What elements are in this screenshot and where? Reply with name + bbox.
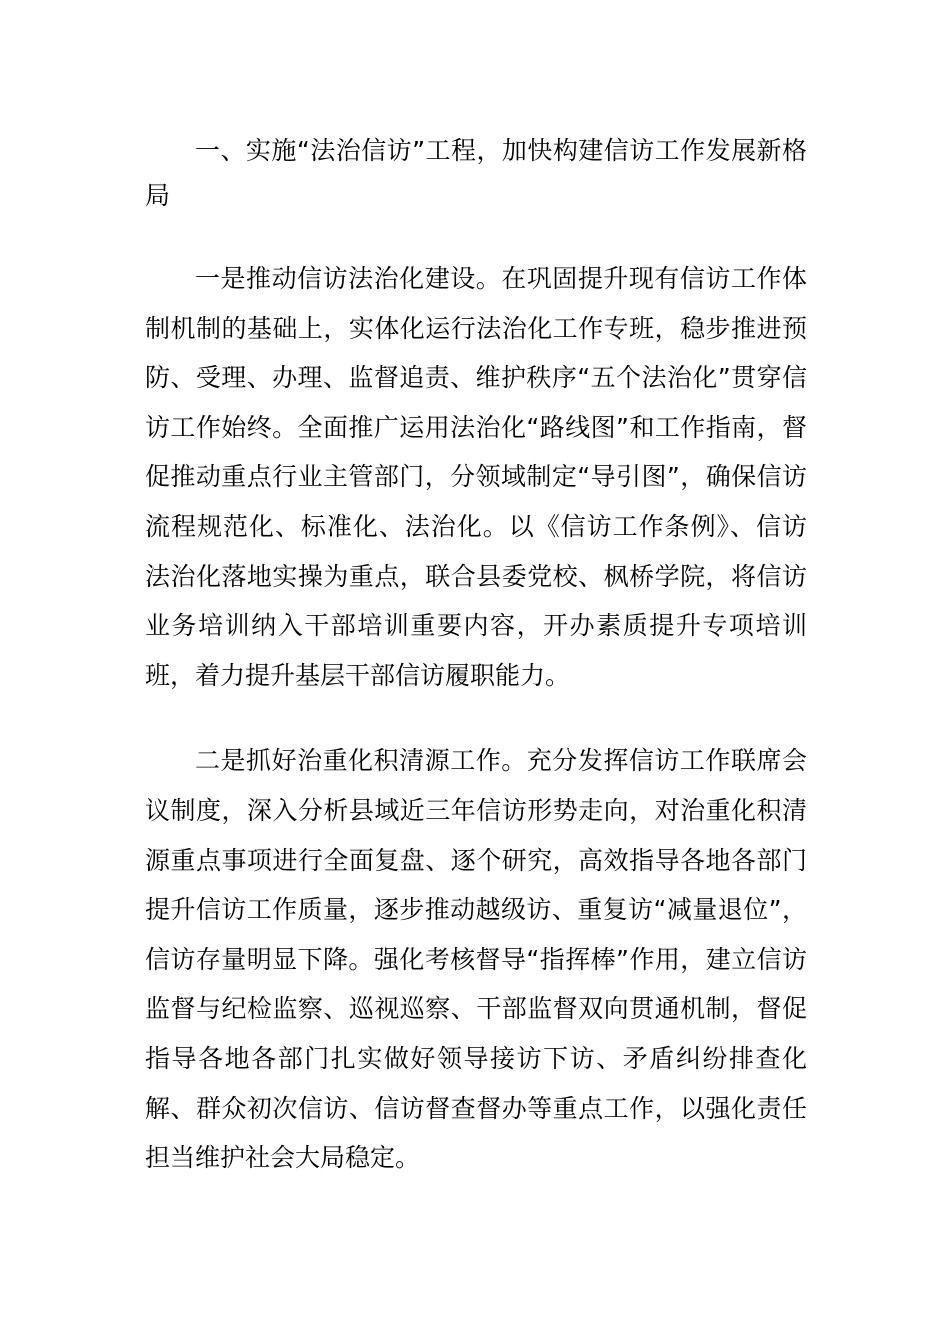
section-heading: 一、实施“法治信访”工程，加快构建信访工作发展新格局 bbox=[145, 136, 807, 210]
document-page bbox=[145, 128, 807, 1183]
paragraph-backlog-clearing: 二是抓好治重化积清源工作。充分发挥信访工作联席会议制度，深入分析县域近三年信访形势走向，对治重化积清源重点事项进行全面复盘、逐个研究，高效指导各地各部门提升信访工作质量，逐步推动越级访、重复访“减量退位”，信访存量明显下降。强化考核督导“指挥棒”作用，建立信访监督与纪检监察、巡视巡察、干部监督双向贯通机制，督促指导各地各部门扎实做好领导接访下访、矛盾纠纷排查化解、群众初次信访、信访督查督办等重点工作，以强化责任担当维护社会大局稳定。 bbox=[145, 746, 807, 1173]
paragraph-rule-of-law: 一是推动信访法治化建设。在巩固提升现有信访工作体制机制的基础上，实体化运行法治化工作专班，稳步推进预防、受理、办理、监督追责、维护秩序“五个法治化”贯穿信访工作始终。全面推广运用法治化“路线图”和工作指南，督促推动重点行业主管部门，分领域制定“导引图”，确保信访流程规范化、标准化、法治化。以《信访工作条例》、信访法治化落地实操为重点，联合县委党校、枫桥学院，将信访业务培训纳入干部培训重要内容，开办素质提升专项培训班，着力提升基层干部信访履职能力。 bbox=[145, 264, 807, 690]
